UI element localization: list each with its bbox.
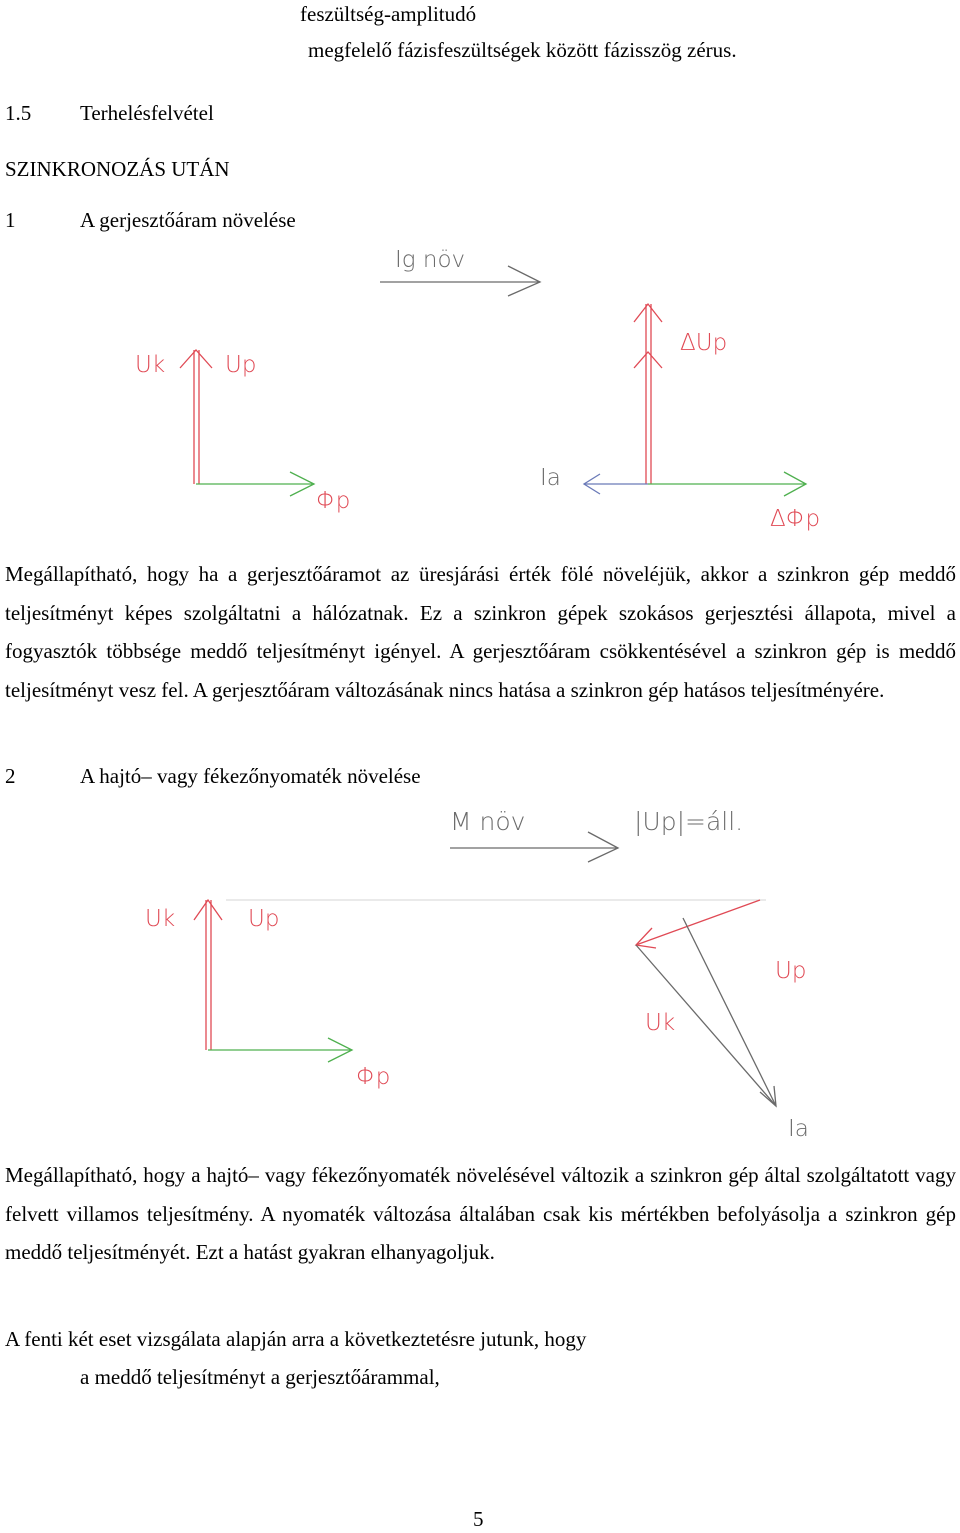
item-1-number: 1 <box>5 208 16 232</box>
up-phasor-rotated <box>636 900 760 948</box>
ia-label-2: Ia <box>788 1116 809 1142</box>
paragraph-1: Megállapítható, hogy ha a gerjesztőáramot az üresjárási érték fölé növeléjük, akkor a szinkron gép meddő teljesítményt képes szolgáltatni a hálózatnak. Ez a szinkron gépek szokásos gerjesztési állapota, mivel a fogyasztók többsége meddő teljesítményt igényel. A gerjesztőáram csökkentésével a szinkron gép is meddő teljesítményt vesz fel. A gerjesztőáram változásának nincs hatása a szinkron gép hatásos teljesítményére. <box>5 562 956 702</box>
uk-up-phasor <box>180 350 212 484</box>
section-number: 1.5 <box>5 101 32 125</box>
paragraph-2: Megállapítható, hogy a hajtó– vagy fékezőnyomaték növelésével változik a szinkron gép által szolgáltatott vagy felvett villamos teljesítmény. A nyomaték változása általában csak kis mértékben befolyásolja a szinkron gép meddő teljesítményét. Ezt a hatást gyakran elhanyagoljuk. <box>5 1163 956 1264</box>
phi-phasor-2 <box>208 1038 352 1062</box>
up-label-1: Up <box>225 352 257 378</box>
up-label-2: Up <box>248 906 280 932</box>
dphi-phasor <box>648 472 806 496</box>
dphi-label: ΔΦp <box>770 506 821 532</box>
uk-up-phasor-2 <box>194 900 222 1050</box>
section-title: Terhelésfelvétel <box>80 101 214 125</box>
ia-label-1: Ia <box>540 465 561 491</box>
uk-label-2: Uk <box>145 906 176 932</box>
top-line-2: megfelelő fázisfeszültségek között fázisszög zérus. <box>308 38 737 62</box>
up-label-3: Up <box>775 958 807 984</box>
m-nov-label: M növ <box>450 807 526 836</box>
item-1-title: A gerjesztőáram növelése <box>80 208 296 232</box>
up-abs-label: |Up|=áll. <box>634 807 744 836</box>
item-2-number: 2 <box>5 764 16 788</box>
paragraph-3: A fenti két eset vizsgálata alapján arra a következtetésre jutunk, hogy <box>5 1327 587 1351</box>
uk-label-3: Uk <box>645 1010 676 1036</box>
item-2-title: A hajtó– vagy fékezőnyomaték növelése <box>80 764 421 788</box>
diagram-torque-increase <box>0 795 960 1155</box>
dup-label: ΔUp <box>680 330 728 356</box>
ia-phasor-1 <box>584 474 648 494</box>
ig-nov-label: Ig növ <box>395 247 466 273</box>
uk-label-1: Uk <box>135 352 166 378</box>
top-line-1: feszültség-amplitudó <box>300 2 477 26</box>
up-dup-phasor <box>634 304 662 484</box>
subtitle: SZINKRONOZÁS UTÁN <box>5 157 230 181</box>
m-arrow <box>450 832 618 862</box>
diagram-excitation-increase <box>0 240 960 540</box>
phi-phasor-1 <box>196 472 314 496</box>
phi-label-1: Φp <box>316 488 351 514</box>
page-number: 5 <box>473 1507 484 1531</box>
paragraph-3-indent: a meddő teljesítményt a gerjesztőárammal, <box>80 1365 440 1389</box>
phi-label-2: Φp <box>356 1064 391 1090</box>
